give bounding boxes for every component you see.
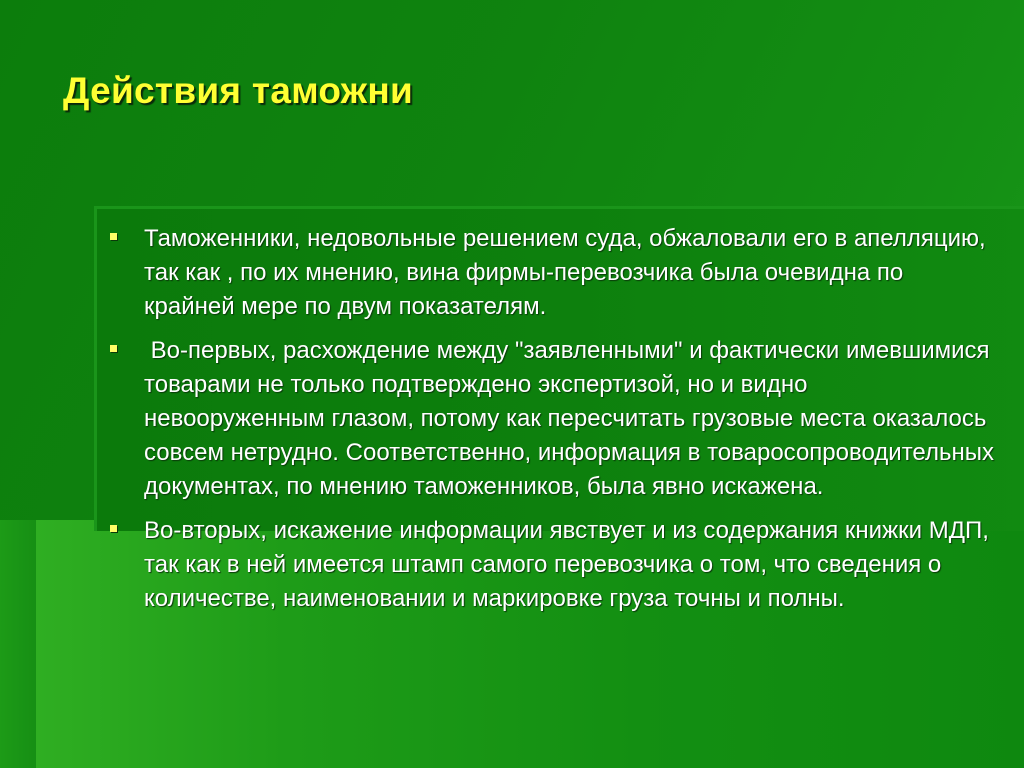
square-bullet-icon	[110, 525, 117, 532]
bullet-text-3: Во-вторых, искажение информации явствует и из содержания книжки МДП, так как в ней имеется штамп самого перевозчика о том, что сведения о количестве, наименовании и маркировке груза точны и полны.	[144, 517, 989, 612]
bullet-item-3	[104, 514, 994, 616]
bullet-list	[104, 222, 1001, 626]
bullet-item-2	[104, 334, 1001, 504]
slide-title: Действия таможни	[63, 70, 414, 111]
square-bullet-icon	[110, 233, 117, 240]
decorative-shape-left	[0, 520, 36, 768]
bullet-text-1: Таможенники, недовольные решением суда, обжаловали его в апелляцию, так как , по их мнению, вина фирмы-перевозчика была очевидна по крайней мере по двум показателям.	[144, 225, 986, 320]
bullet-item-1	[104, 222, 994, 324]
square-bullet-icon	[110, 345, 117, 352]
bullet-text-2: Во-первых, расхождение между "заявленными" и фактически имевшимися товарами не только подтверждено экспертизой, но и видно невооруженным глазом, потому как пересчитать грузовые места оказалось совсем нетрудно. Соответственно, информация в товаросопроводительных документах, по мнению таможенников, была явно искажена.	[144, 337, 1001, 500]
